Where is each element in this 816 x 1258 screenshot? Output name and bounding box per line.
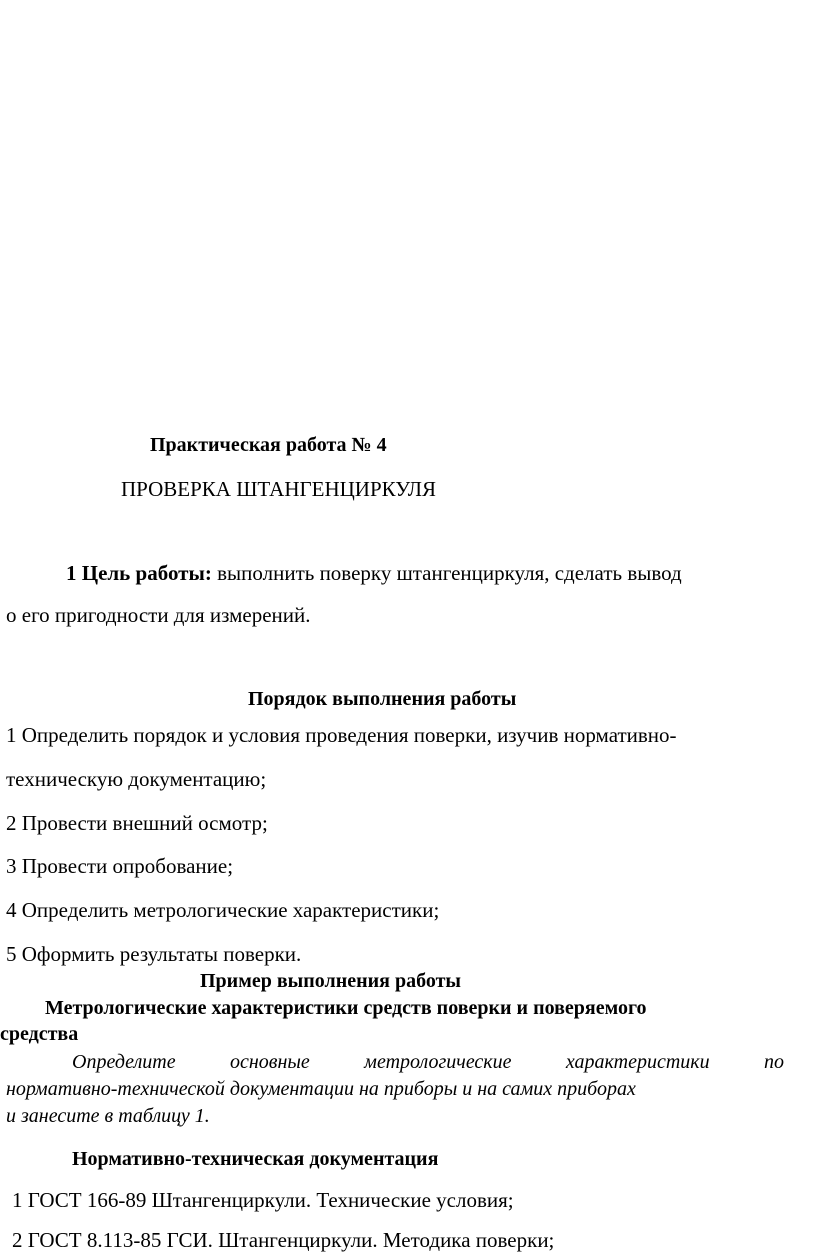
procedure-step-4: 4 Определить метрологические характеристики; <box>6 898 440 922</box>
normative-item-1: 1 ГОСТ 166-89 Штангенциркули. Технические условия; <box>12 1188 514 1212</box>
work-title: ПРОВЕРКА ШТАНГЕНЦИРКУЛЯ <box>121 477 436 501</box>
example-subheading-line1: Метрологические характеристики средств поверки и поверяемого <box>45 997 647 1019</box>
procedure-heading: Порядок выполнения работы <box>248 688 517 710</box>
example-heading: Пример выполнения работы <box>200 970 462 992</box>
goal-label: 1 Цель работы: <box>66 561 212 585</box>
normative-item-2: 2 ГОСТ 8.113-85 ГСИ. Штангенциркули. Методика поверки; <box>12 1228 555 1252</box>
instruction-line2: нормативно-технической документации на приборы и на самих приборах <box>6 1078 636 1100</box>
instruction-line1: Определите основные метрологические характеристики по <box>72 1051 784 1073</box>
example-subheading-line2: средства <box>0 1023 79 1045</box>
procedure-step-1-line1: 1 Определить порядок и условия проведения поверки, изучив нормативно- <box>6 723 677 747</box>
practical-work-title: Практическая работа № 4 <box>150 434 387 456</box>
instruction-line3: и занесите в таблицу 1. <box>6 1105 210 1127</box>
goal-text-line2: о его пригодности для измерений. <box>6 603 311 627</box>
goal-text-line1: выполнить поверку штангенциркуля, сделать вывод <box>211 561 682 585</box>
goal-paragraph-line1 <box>66 560 682 586</box>
procedure-step-3: 3 Провести опробование; <box>6 854 234 878</box>
procedure-step-2: 2 Провести внешний осмотр; <box>6 811 268 835</box>
procedure-step-5: 5 Оформить результаты поверки. <box>6 942 302 966</box>
normative-heading: Нормативно-техническая документация <box>72 1148 439 1170</box>
procedure-step-1-line2: техническую документацию; <box>6 767 267 791</box>
